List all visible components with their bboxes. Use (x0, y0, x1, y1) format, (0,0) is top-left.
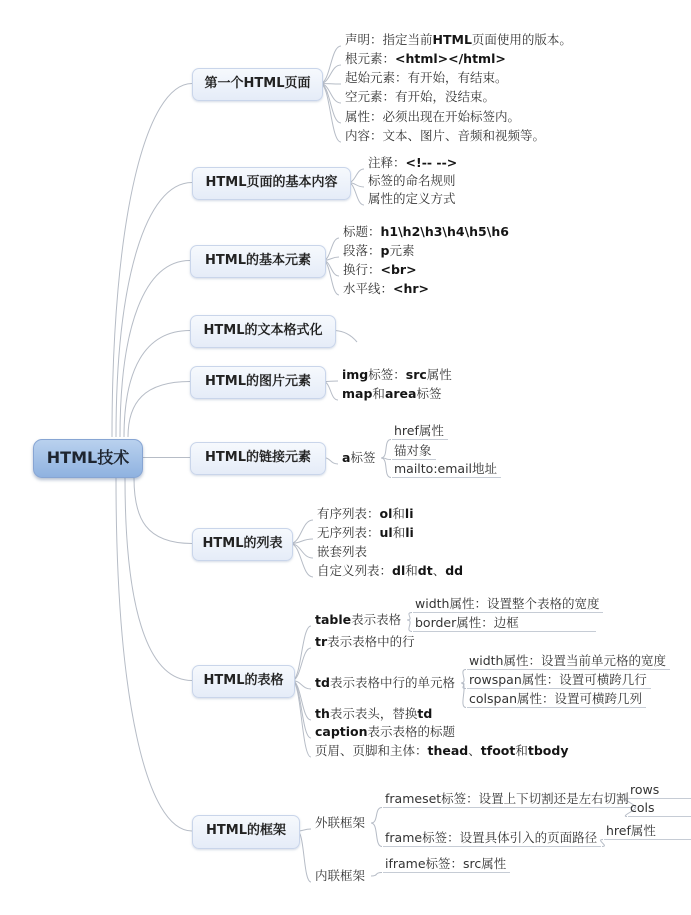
node-label-part: 无序列表： (317, 525, 380, 540)
branch-tables[interactable]: HTML的表格 (192, 665, 295, 698)
node-label-part: HTML (432, 32, 472, 47)
node-label-part: <br> (380, 262, 417, 277)
connector-line (461, 670, 466, 684)
connector-line (128, 382, 190, 438)
leaf-td-width-attr[interactable]: width属性：设置当前单元格的宽度 (467, 653, 670, 670)
leaf-tr-tag[interactable] (313, 634, 419, 650)
connector-line (407, 620, 412, 632)
connector-line (371, 823, 382, 847)
leaf-tag-naming-rules[interactable]: 标签的命名规则 (368, 173, 456, 188)
leaf-href-attr[interactable]: href属性 (392, 423, 448, 440)
leaf-ordered-list[interactable] (315, 506, 417, 522)
node-label-part: p (380, 243, 390, 258)
node-label-part: 和 (372, 386, 385, 401)
connector-line (371, 873, 382, 877)
connector-line (601, 840, 605, 847)
leaf-content[interactable]: 内容：文本、图片、音频和视频等。 (345, 128, 546, 143)
leaf-unordered-list[interactable] (315, 525, 418, 541)
leaf-caption-tag[interactable] (313, 724, 459, 740)
node-label-part: th (315, 706, 330, 721)
root-node-html-tech[interactable]: HTML技术 (33, 439, 143, 478)
node-label-part: <hr> (393, 281, 430, 296)
leaf-frameset-cols[interactable]: cols (628, 800, 691, 817)
node-label-part: caption (315, 724, 368, 739)
connector-line (320, 46, 341, 84)
node-label-part: 和 (392, 525, 406, 540)
leaf-table-tag[interactable] (313, 612, 405, 628)
node-label-part: tr (315, 634, 328, 649)
connector-line (112, 84, 192, 438)
branch-image-elements[interactable]: HTML的图片元素 (190, 366, 326, 399)
leaf-frameset-tag[interactable]: frameset标签：设置上下切割还是左右切割 (383, 791, 633, 808)
node-label-part: <html></html> (395, 51, 506, 66)
node-label-part: li (405, 525, 414, 540)
leaf-img-tag[interactable] (340, 367, 456, 383)
leaf-iframe-tag[interactable]: iframe标签：src属性 (383, 856, 510, 873)
node-label-part: area (384, 386, 417, 401)
node-label-part: td (315, 675, 330, 690)
connector-line (320, 65, 341, 84)
node-label-part: td (417, 706, 433, 721)
leaf-th-tag[interactable] (313, 706, 436, 722)
leaf-frame-tag[interactable]: frame标签：设置具体引入的页面路径 (383, 830, 601, 847)
leaf-frame-href-attr[interactable]: href属性 (604, 823, 691, 840)
node-label-part: dl (392, 563, 406, 578)
node-label-part: 标签 (350, 450, 376, 465)
leaf-td-colspan-attr[interactable]: colspan属性：设置可横跨几列 (467, 691, 646, 708)
leaf-empty-element[interactable]: 空元素：有开始，没结束。 (345, 89, 496, 104)
leaf-external-frame[interactable]: 外联框架 (315, 815, 366, 830)
leaf-attributes[interactable]: 属性：必须出现在开始标签内。 (345, 109, 521, 124)
node-label-part: 、 (432, 563, 446, 578)
leaf-internal-frame[interactable]: 内联框架 (315, 868, 366, 883)
branch-basic-elements[interactable]: HTML的基本元素 (190, 245, 326, 278)
leaf-comment[interactable] (366, 155, 461, 171)
node-label-part: 自定义列表： (317, 563, 393, 578)
leaf-td-tag[interactable] (313, 675, 459, 691)
node-label-part: 水平线： (343, 281, 394, 296)
connector-line (381, 458, 391, 478)
node-label-part: 和 (515, 743, 528, 758)
connector-line (125, 478, 192, 681)
node-label-part: src (405, 367, 427, 382)
node-label-part: 表示表格的标题 (367, 724, 456, 739)
node-label-part: img (342, 367, 369, 382)
connector-line (290, 539, 313, 544)
connector-line (116, 478, 192, 831)
leaf-line-break[interactable] (341, 262, 421, 278)
node-label-part: 、 (468, 743, 481, 758)
node-label-part: h1\h2\h3\h4\h5\h6 (380, 224, 509, 239)
connector-line (371, 808, 382, 824)
leaf-custom-list[interactable] (315, 563, 467, 579)
branch-frames[interactable]: HTML的框架 (192, 815, 300, 849)
node-label-part: 有序列表： (317, 506, 380, 521)
node-label-part: thead (427, 743, 469, 758)
node-label-part: tbody (527, 743, 569, 758)
node-label-part: 页眉、页脚和主体： (315, 743, 428, 758)
connector-line (320, 84, 341, 124)
leaf-a-tag[interactable] (340, 450, 379, 466)
node-label-part: li (404, 506, 414, 521)
node-label-part: dt (417, 563, 433, 578)
connector-line (290, 544, 313, 559)
node-label-part: 标题： (343, 224, 381, 239)
node-label-part: 根元素： (345, 51, 396, 66)
leaf-anchor-object[interactable]: 锚对象 (392, 443, 436, 460)
node-label-part: 表示表格中行的单元格 (329, 675, 455, 690)
node-label-part: 和 (405, 563, 418, 578)
leaf-nested-list[interactable]: 嵌套列表 (317, 544, 368, 559)
node-label-part: 标签： (368, 367, 406, 382)
node-label-part: 表示表格中的行 (327, 634, 415, 649)
branch-text-formatting[interactable]: HTML的文本格式化 (190, 315, 336, 348)
leaf-start-element[interactable]: 起始元素：有开始，有结束。 (345, 70, 508, 85)
node-label-part: ul (379, 525, 393, 540)
leaf-table-width-attr[interactable]: width属性：设置整个表格的宽度 (413, 596, 603, 613)
node-label-part: 段落： (343, 243, 381, 258)
connector-line (124, 331, 190, 438)
node-label-part: 和 (392, 506, 405, 521)
node-label-part: 注释： (368, 155, 406, 170)
node-label-part: 属性 (426, 367, 452, 382)
node-label-part: 表示表格 (351, 612, 402, 627)
leaf-paragraph[interactable] (341, 243, 418, 259)
branch-lists[interactable]: HTML的列表 (192, 528, 293, 561)
node-label-part: a (342, 450, 351, 465)
node-label-part: map (342, 386, 373, 401)
branch-link-elements[interactable]: HTML的链接元素 (190, 442, 326, 475)
leaf-table-border-attr[interactable]: border属性：边框 (413, 615, 596, 632)
node-label-part: 表示表头，替换 (329, 706, 418, 721)
leaf-headings[interactable] (341, 224, 513, 240)
node-label-part: 换行： (343, 262, 381, 277)
node-label-part: ol (379, 506, 393, 521)
leaf-root-element[interactable] (343, 51, 510, 67)
branch-first-html-page[interactable]: 第一个HTML页面 (192, 68, 323, 101)
leaf-mailto-address[interactable]: mailto:email地址 (392, 461, 501, 478)
connector-line (290, 520, 313, 544)
connector-line (290, 544, 313, 578)
connector-line (134, 478, 192, 544)
node-label-part: dd (445, 563, 464, 578)
node-label-part: tfoot (480, 743, 516, 758)
leaf-declaration[interactable] (343, 32, 576, 48)
leaf-frameset-rows[interactable]: rows (628, 782, 691, 799)
branch-page-basic-content[interactable]: HTML页面的基本内容 (192, 167, 351, 200)
node-label-part: 声明：指定当前 (345, 32, 433, 47)
leaf-map-area-tags[interactable] (340, 386, 445, 402)
leaf-td-rowspan-attr[interactable]: rowspan属性：设置可横跨几行 (467, 672, 651, 689)
connector-line (407, 613, 412, 621)
node-label-part: <!-- --> (405, 155, 458, 170)
node-label-part: 元素 (389, 243, 415, 258)
leaf-thead-tfoot-tbody[interactable] (313, 743, 572, 759)
connector-line (116, 183, 192, 438)
node-label-part: 页面使用的版本。 (471, 32, 572, 47)
leaf-horizontal-rule[interactable] (341, 281, 433, 297)
connector-line (120, 261, 190, 438)
connector-line (381, 440, 391, 459)
node-label-part: 标签 (416, 386, 442, 401)
leaf-attr-definition[interactable]: 属性的定义方式 (368, 191, 456, 206)
connector-line (335, 331, 357, 343)
node-label-part: table (315, 612, 352, 627)
